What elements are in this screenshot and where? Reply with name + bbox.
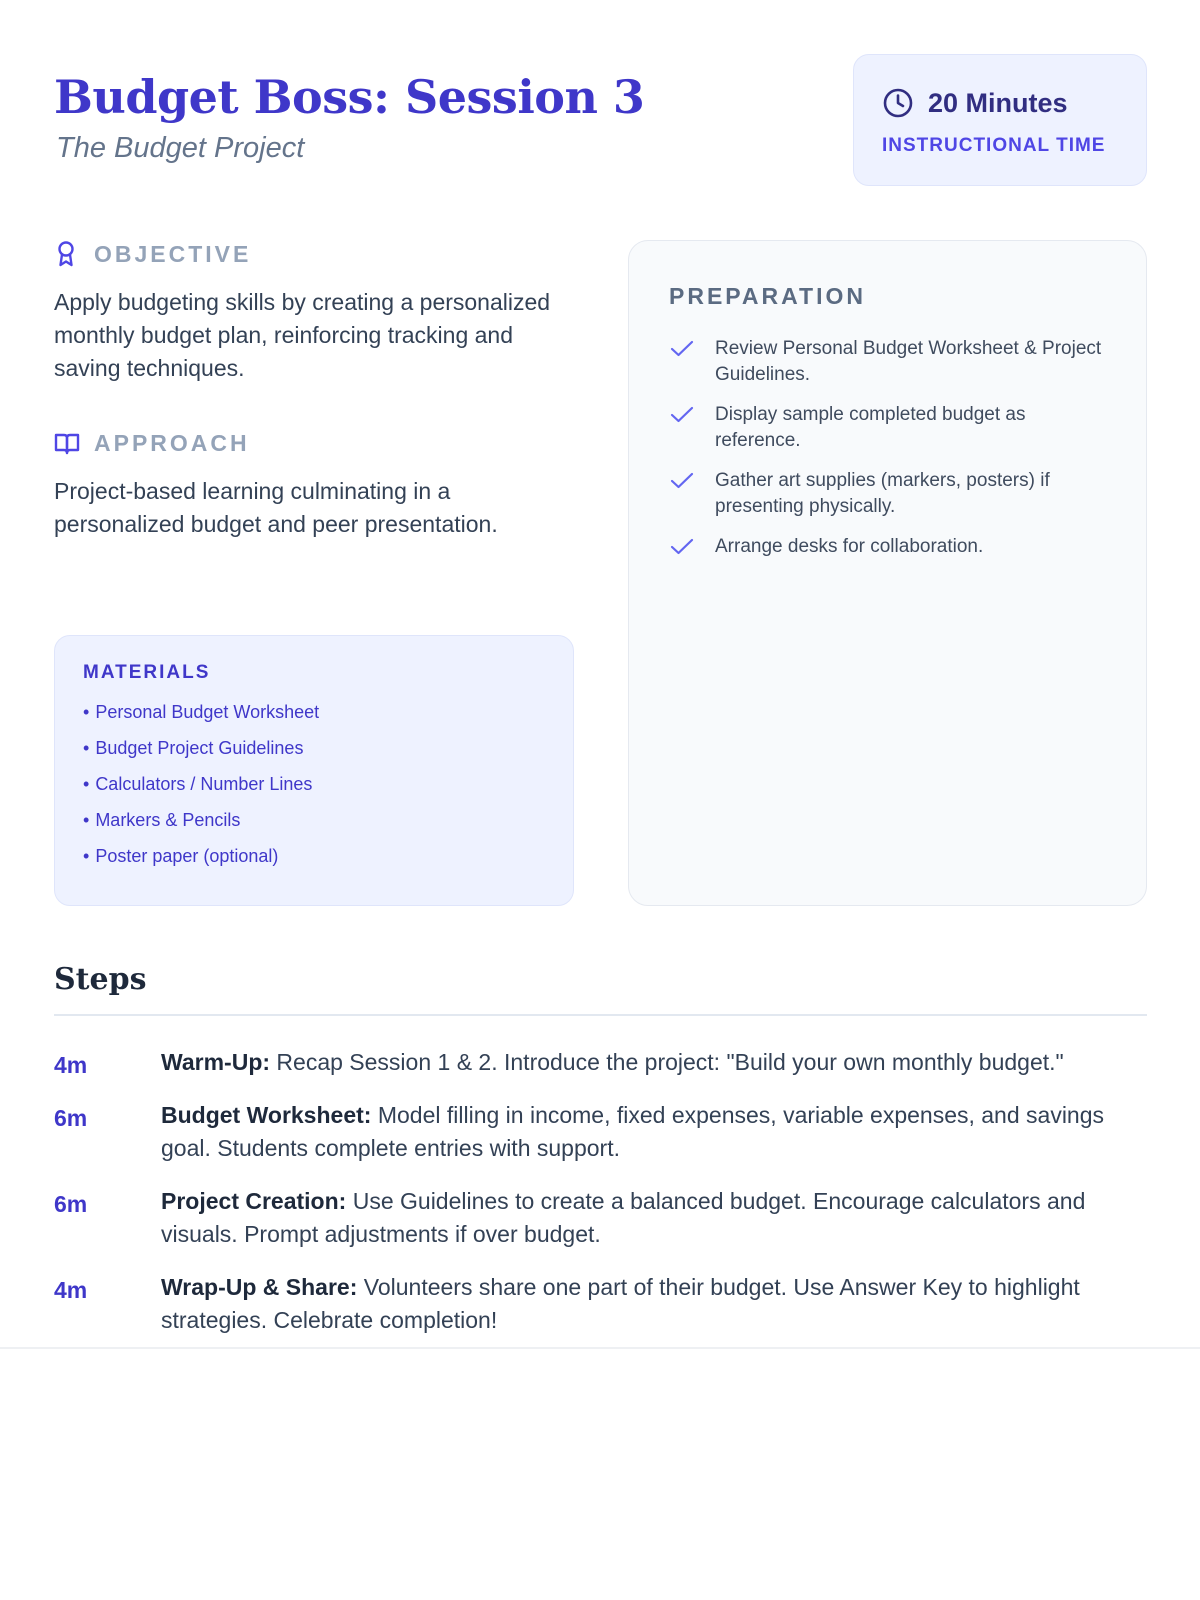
divider <box>0 1347 1200 1349</box>
step-description <box>161 1271 1147 1337</box>
preparation-list <box>669 336 1106 560</box>
objective-heading <box>54 240 574 268</box>
step-row <box>54 1099 1147 1165</box>
instructional-time-card <box>853 54 1147 186</box>
step-name: Budget Worksheet: <box>161 1101 372 1128</box>
approach-title: APPROACH <box>94 429 250 456</box>
step-row <box>54 1271 1147 1337</box>
check-icon <box>669 468 695 494</box>
list-item <box>669 336 1106 388</box>
list-item: • Calculators / Number Lines <box>83 772 545 808</box>
step-row <box>54 1185 1147 1251</box>
page-subtitle: The Budget Project <box>56 132 305 164</box>
step-duration: 4m <box>54 1276 88 1303</box>
list-item <box>669 402 1106 454</box>
materials-title: MATERIALS <box>83 662 211 683</box>
preparation-title: PREPARATION <box>669 283 866 309</box>
left-column <box>54 240 574 541</box>
step-description <box>161 1046 1064 1079</box>
clock-icon <box>882 87 914 119</box>
step-duration: 6m <box>54 1190 88 1217</box>
materials-card <box>54 635 574 906</box>
step-name: Project Creation: <box>161 1187 347 1214</box>
preparation-item-text: Display sample completed budget as reference. <box>715 404 1026 451</box>
lesson-plan-page <box>54 54 1147 1333</box>
time-label: INSTRUCTIONAL TIME <box>882 135 1106 156</box>
open-book-icon <box>54 429 78 457</box>
header <box>54 54 1147 186</box>
objective-section <box>54 240 574 385</box>
steps-title: Steps <box>54 962 147 997</box>
list-item: • Budget Project Guidelines <box>83 736 545 772</box>
step-duration: 4m <box>54 1051 88 1078</box>
step-duration: 6m <box>54 1104 88 1131</box>
time-row <box>882 87 1068 119</box>
objective-title: OBJECTIVE <box>94 240 252 267</box>
preparation-item-text: Gather art supplies (markers, posters) if presenting physically. <box>715 470 1050 517</box>
time-value: 20 Minutes <box>928 87 1068 118</box>
check-icon <box>669 336 695 362</box>
preparation-item-text: Arrange desks for collaboration. <box>715 536 984 557</box>
list-item <box>669 534 1106 560</box>
list-item <box>669 468 1106 520</box>
list-item: • Personal Budget Worksheet <box>83 700 545 736</box>
page-title: Budget Boss: Session 3 <box>54 70 645 124</box>
check-icon <box>669 534 695 560</box>
step-name: Wrap-Up & Share: <box>161 1273 358 1300</box>
approach-section <box>54 429 574 541</box>
materials-list <box>83 700 545 880</box>
step-text: Recap Session 1 & 2. Introduce the project: "Build your own monthly budget." <box>270 1048 1064 1075</box>
step-row <box>54 1046 1147 1079</box>
list-item: • Markers & Pencils <box>83 808 545 844</box>
steps-list <box>54 1046 1147 1337</box>
check-icon <box>669 402 695 428</box>
approach-heading <box>54 429 574 457</box>
step-description <box>161 1099 1147 1165</box>
step-text: Use Guidelines to create a balanced budget. Encourage calculators and visuals. Prompt adjustments if over budget. <box>161 1187 1086 1247</box>
step-text: Volunteers share one part of their budget. Use Answer Key to highlight strategies. Celebrate completion! <box>161 1273 1080 1333</box>
list-item: • Poster paper (optional) <box>83 844 545 880</box>
approach-text: Project-based learning culminating in a personalized budget and peer presentation. <box>54 478 498 537</box>
divider <box>54 1014 1147 1016</box>
steps-section <box>54 962 1147 1357</box>
preparation-card <box>628 240 1147 906</box>
step-name: Warm-Up: <box>161 1048 271 1075</box>
preparation-item-text: Review Personal Budget Worksheet & Project Guidelines. <box>715 338 1102 385</box>
step-text: Model filling in income, fixed expenses, variable expenses, and savings goal. Students complete entries with support. <box>161 1101 1105 1161</box>
objective-text: Apply budgeting skills by creating a personalized monthly budget plan, reinforcing tracking and saving techniques. <box>54 289 551 381</box>
step-description <box>161 1185 1147 1251</box>
award-ribbon-icon <box>54 240 78 268</box>
